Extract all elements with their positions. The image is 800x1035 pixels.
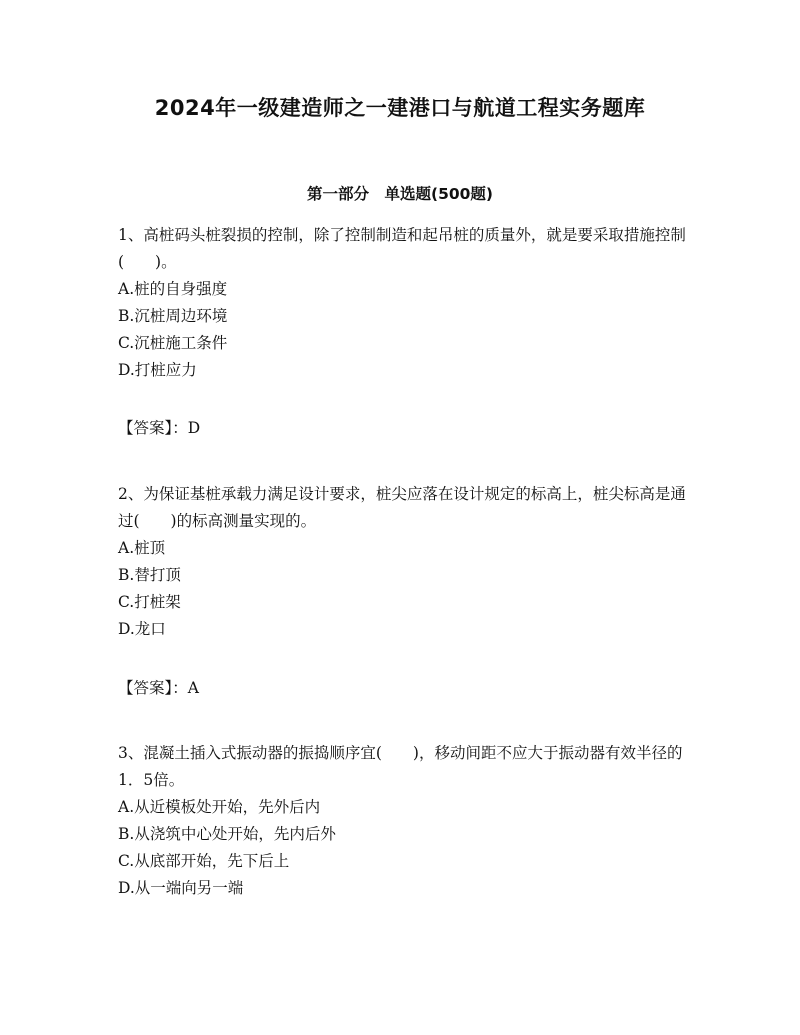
document-title: 2024年一级建造师之一建港口与航道工程实务题库 [154, 96, 646, 120]
option-b: B.替打顶 [118, 566, 181, 584]
option-b: B.从浇筑中心处开始，先内后外 [118, 825, 336, 843]
option-a: A.桩顶 [118, 539, 166, 557]
option-d: D.龙口 [118, 620, 166, 638]
option-d: D.从一端向另一端 [118, 879, 244, 897]
option-c: C.从底部开始，先下后上 [118, 852, 290, 870]
question-1 [118, 222, 688, 384]
option-a: A.桩的自身强度 [118, 280, 228, 298]
question-2 [118, 481, 688, 643]
answer-1: 【答案】：D [118, 419, 201, 437]
option-c: C.打桩架 [118, 593, 181, 611]
answer-2: 【答案】：A [118, 679, 199, 697]
option-d: D.打桩应力 [118, 361, 197, 379]
question-stem: 1、高桩码头桩裂损的控制，除了控制制造和起吊桩的质量外，就是要采取措施控制( )。 [118, 226, 686, 271]
question-stem: 3、混凝土插入式振动器的振捣顺序宜( )，移动间距不应大于振动器有效半径的1．5倍。 [118, 744, 683, 789]
option-c: C.沉桩施工条件 [118, 334, 228, 352]
option-a: A.从近模板处开始，先外后内 [118, 798, 321, 816]
section-heading: 第一部分 单选题(500题) [306, 185, 494, 203]
question-3 [118, 740, 688, 902]
question-stem: 2、为保证基桩承载力满足设计要求，桩尖应落在设计规定的标高上，桩尖标高是通过( )的标高测量实现的。 [118, 485, 686, 530]
option-b: B.沉桩周边环境 [118, 307, 228, 325]
